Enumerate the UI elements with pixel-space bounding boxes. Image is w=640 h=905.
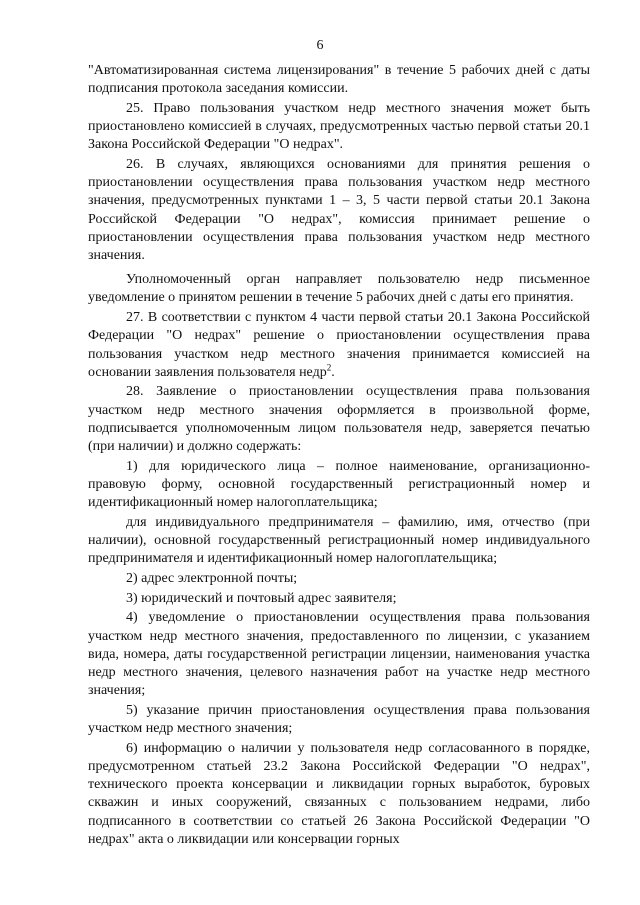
- list-item-2: [88, 570, 590, 588]
- paragraph-text: 25. Право пользования участком недр местного значения может быть приостановлено комиссией в случаях, предусмотренных частью первой статьи 20.1 Закона Российской Федерации "О недрах".: [88, 100, 590, 153]
- paragraph-item-27: [88, 309, 590, 382]
- footnote-reference: 2: [326, 362, 332, 373]
- paragraph-item-26: [88, 156, 590, 265]
- list-item-4: [88, 609, 590, 700]
- paragraph-text-end: .: [331, 364, 335, 380]
- paragraph-text: 6) информацию о наличии у пользователя недр согласованного в порядке, предусмотренном статьей 23.2 Закона Российской Федерации "О недрах", технического проекта консервации и ликвидации горных выработок, буровых скважин и иных сооружений, связанных с пользованием недрами, либо подписанного в соответствии со статьей 26 Закона Российской Федерации "О недрах" акта о ликвидации или консервации горных: [88, 740, 590, 847]
- paragraph-text: 26. В случаях, являющихся основаниями для принятия решения о приостановлении осуществления права пользования участком недр местного значения, предусмотренных пунктами 1 – 3, 5 части первой статьи 20.1 Закона Российской Федерации "О недрах", комиссия принимает решение о приостановлении осуществления права пользования участком недр местного значения.: [88, 157, 590, 264]
- paragraph-text: "Автоматизированная система лицензирования" в течение 5 рабочих дней с даты подписания протокола заседания комиссии.: [88, 63, 590, 97]
- paragraph-text: 2) адрес электронной почты;: [126, 570, 298, 586]
- paragraph-text: 27. В соответствии с пунктом 4 части первой статьи 20.1 Закона Российской Федерации "О недрах" решение о приостановлении осуществления права пользования участком недр местного значения принимается комиссией на основании заявления пользователя недр: [88, 310, 590, 380]
- list-item-6: [88, 740, 590, 849]
- paragraph-notification: [88, 271, 590, 307]
- paragraph-text: 1) для юридического лица – полное наименование, организационно-правовую форму, основной государственный регистрационный номер и идентификационный номер налогоплательщика;: [88, 458, 590, 511]
- list-item-1: [88, 458, 590, 513]
- list-item-1-continuation: [88, 514, 590, 569]
- paragraph-text: 28. Заявление о приостановлении осуществления права пользования участком недр местного значения оформляется в произвольной форме, подписывается уполномоченным лицом пользователя недр, заверяется печатью (при наличии) и должно содержать:: [88, 384, 590, 455]
- paragraph-item-28: [88, 383, 590, 456]
- paragraph-text: Уполномоченный орган направляет пользователю недр письменное уведомление о принятом решении в течение 5 рабочих дней с даты его принятия.: [88, 272, 590, 306]
- paragraph-item-25: [88, 100, 590, 155]
- list-item-5: [88, 702, 590, 738]
- paragraph-text: 5) указание причин приостановления осуществления права пользования участком недр местного значения;: [88, 702, 590, 737]
- paragraph-text: для индивидуального предпринимателя – фамилию, имя, отчество (при наличии), основной государственный регистрационный номер индивидуального предпринимателя и идентификационный номер налогоплательщика;: [88, 514, 590, 567]
- page-number: 6: [316, 38, 324, 53]
- paragraph-text: 3) юридический и почтовый адрес заявителя;: [126, 590, 397, 606]
- list-item-3: [88, 590, 590, 608]
- document-body: [88, 62, 590, 851]
- paragraph-continuation: [88, 62, 590, 98]
- paragraph-text: 4) уведомление о приостановлении осуществления права пользования участком недр местного значения, предоставленного по лицензии, с указанием вида, номера, даты государственной регистрации лицензии, наименования участка недр местного значения, целевого назначения работ на участке недр местного значения;: [88, 610, 590, 699]
